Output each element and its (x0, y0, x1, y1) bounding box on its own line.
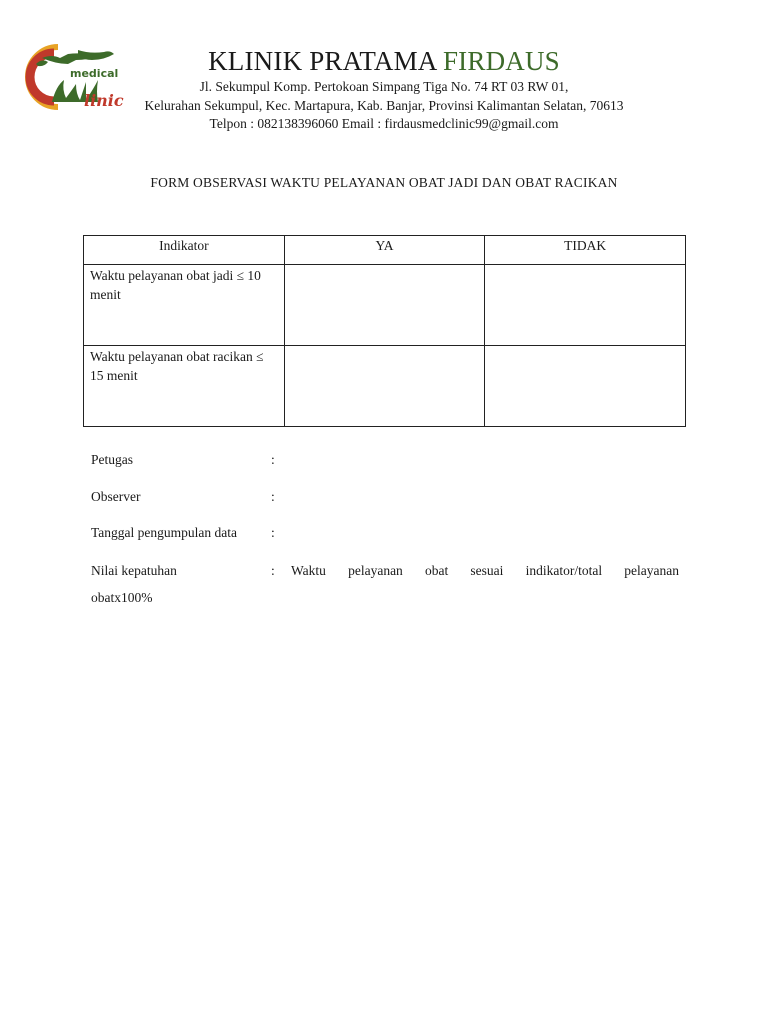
header-tidak: TIDAK (485, 236, 686, 265)
contact-line: Telpon : 082138396060 Email : firdausmedclinic99@gmail.com (209, 116, 559, 131)
indikator-cell: Waktu pelayanan obat jadi ≤ 10 menit (84, 265, 285, 346)
address-line-2: Kelurahan Sekumpul, Kec. Martapura, Kab. Banjar, Provinsi Kalimantan Selatan, 70613 (144, 97, 624, 113)
observation-table (83, 235, 686, 427)
table-row (84, 346, 686, 427)
form-title: FORM OBSERVASI WAKTU PELAYANAN OBAT JADI DAN OBAT RACIKAN (150, 175, 618, 190)
petugas-label: Petugas (91, 452, 133, 467)
header-ya: YA (284, 236, 485, 265)
svg-text:medical: medical (70, 67, 119, 80)
petugas-colon: : (271, 452, 275, 467)
tidak-cell[interactable] (485, 346, 686, 427)
firdaus-medical-clinic-logo-icon (22, 44, 128, 110)
clinic-name: KLINIK PRATAMA FIRDAUS (208, 46, 560, 76)
tanggal-label: Tanggal pengumpulan data (91, 525, 238, 540)
tanggal-colon: : (271, 525, 275, 540)
observer-colon: : (271, 489, 275, 504)
nilai-value: Waktu pelayanan obat sesuai indikator/total pelayanan (291, 563, 679, 578)
table-header-row (84, 236, 686, 265)
nilai-label: Nilai kepatuhan (91, 563, 177, 578)
nilai-value-continued: obatx100% (91, 590, 153, 605)
header-indikator: Indikator (84, 236, 285, 265)
ya-cell[interactable] (284, 346, 485, 427)
observer-label: Observer (91, 489, 141, 504)
ya-cell[interactable] (284, 265, 485, 346)
tidak-cell[interactable] (485, 265, 686, 346)
address-line-1: Jl. Sekumpul Komp. Pertokoan Simpang Tiga No. 74 RT 03 RW 01, (199, 79, 569, 94)
table-row (84, 265, 686, 346)
svg-text:linic: linic (84, 91, 124, 110)
indikator-cell: Waktu pelayanan obat racikan ≤ 15 menit (84, 346, 285, 427)
clinic-name-accent: FIRDAUS (442, 46, 560, 76)
nilai-colon: : (271, 563, 275, 578)
letterhead (130, 44, 638, 134)
